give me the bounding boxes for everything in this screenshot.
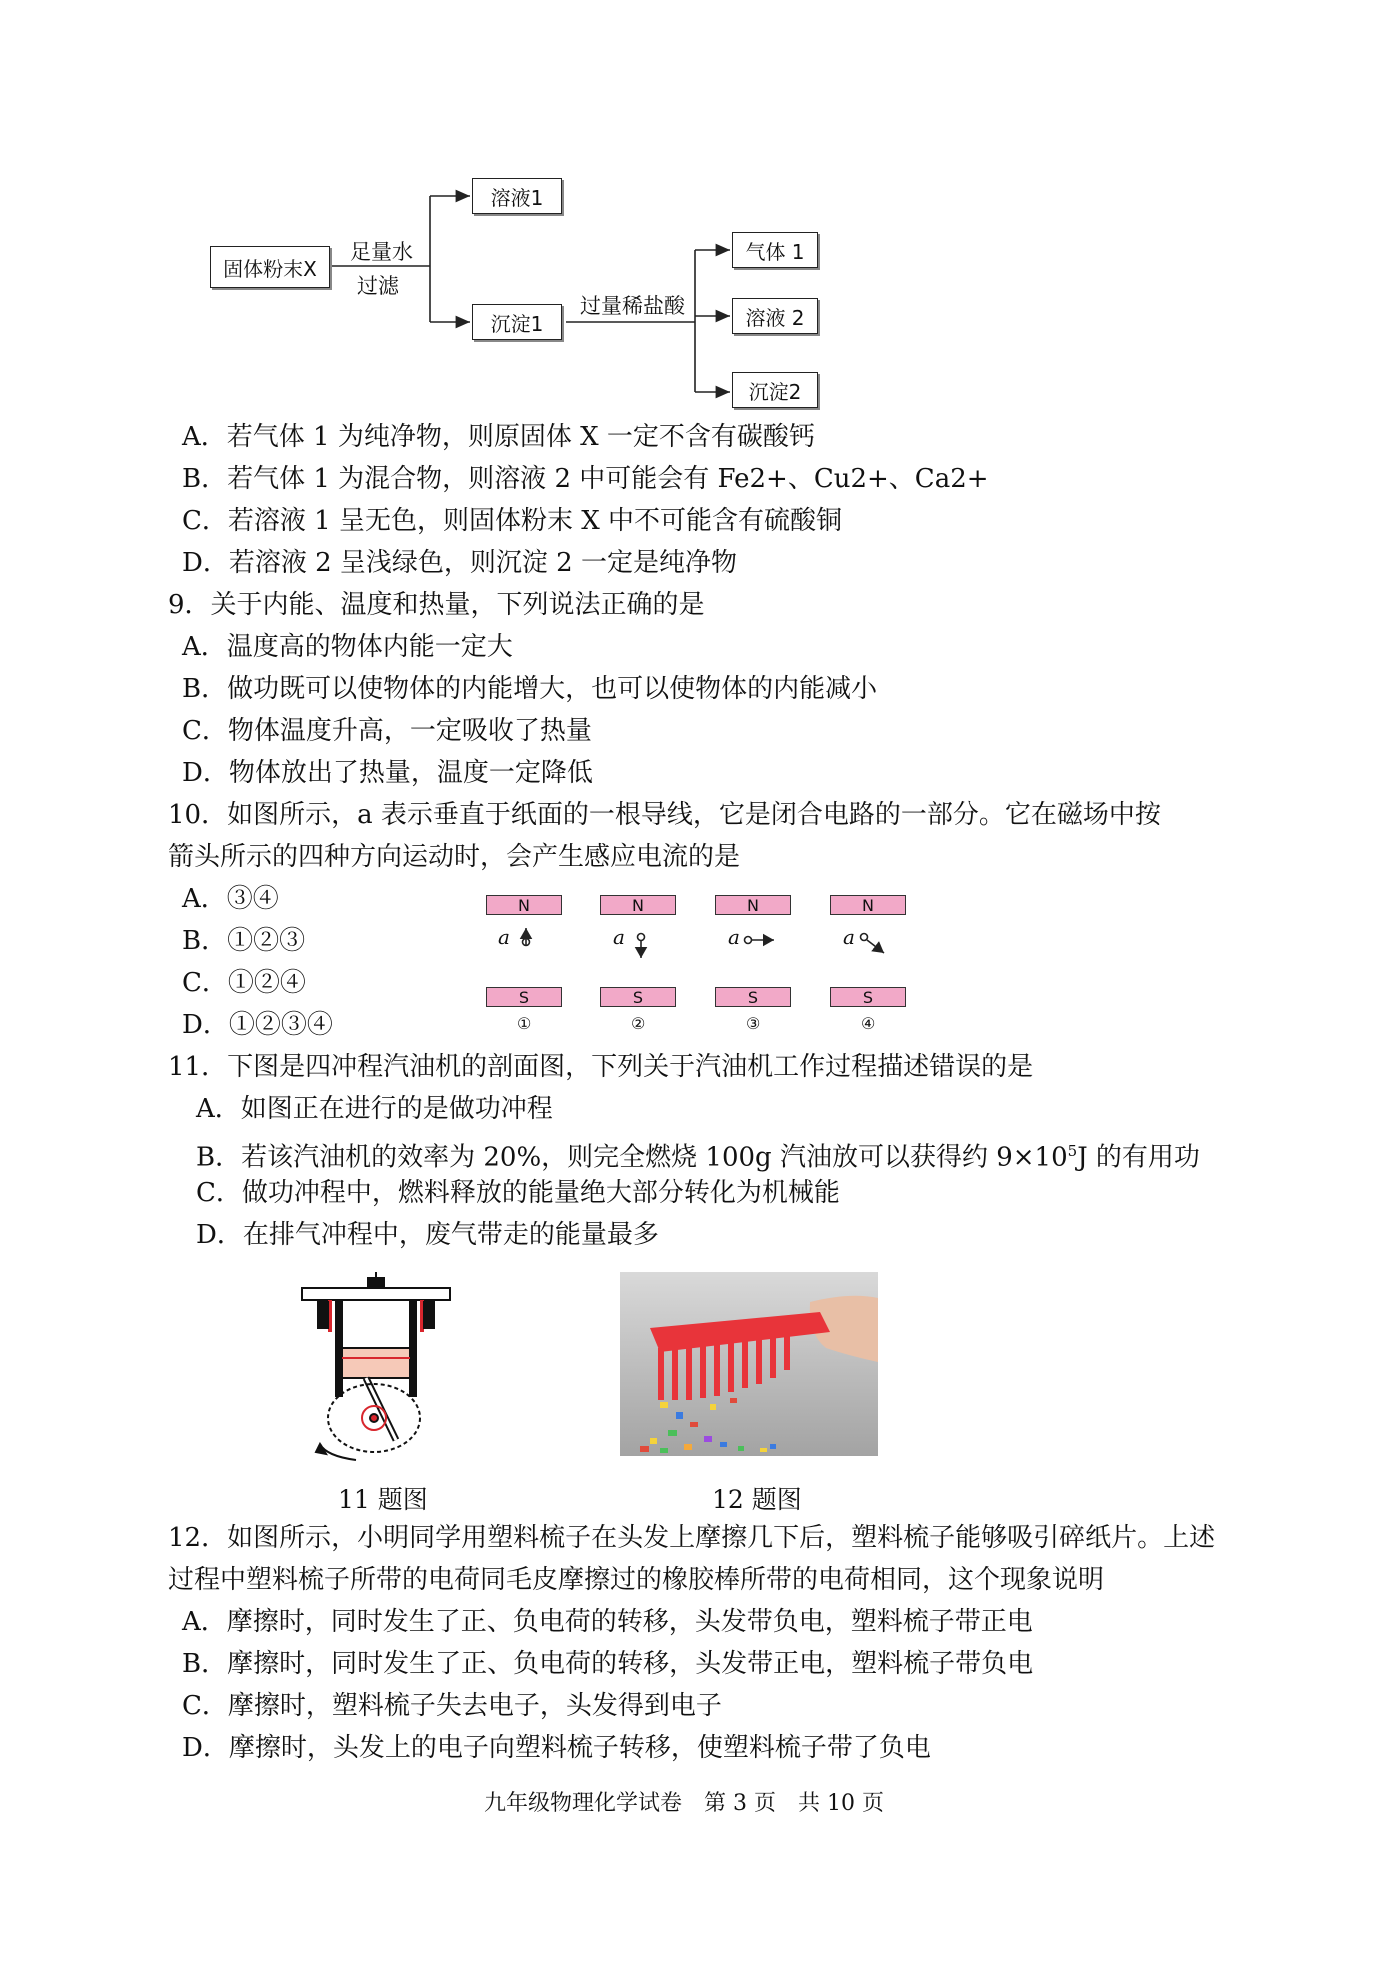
magnet-north-4: N — [830, 895, 906, 915]
magnet-north-3: N — [715, 895, 791, 915]
flow-solution1-box: 溶液1 — [472, 178, 562, 214]
q11-option-b-text: B．若该汽油机的效率为 20%，则完全燃烧 100g 汽油放可以获得约 9×10 — [196, 1142, 1068, 1173]
magnet-south-3: S — [715, 987, 791, 1007]
magnet-south-1: S — [486, 987, 562, 1007]
wire-dot-2 — [638, 934, 645, 941]
magnet-south-2: S — [600, 987, 676, 1007]
q10-option-c: C．①②④ — [182, 968, 306, 998]
wire-label-4: a — [843, 925, 855, 949]
q10-stem-line2: 箭头所示的四种方向运动时，会产生感应电流的是 — [168, 842, 741, 872]
q12-option-c: C．摩擦时，塑料梳子失去电子，头发得到电子 — [182, 1691, 722, 1721]
flow-solution2-box: 溶液 2 — [732, 298, 818, 334]
q12-stem-line2: 过程中塑料梳子所带的电荷同毛皮摩擦过的橡胶棒所带的电荷相同，这个现象说明 — [168, 1565, 1105, 1595]
q11-option-b-unit: J 的有用功 — [1077, 1142, 1200, 1173]
flow-precipitate1-box: 沉淀1 — [472, 304, 562, 340]
q9-stem: 9．关于内能、温度和热量，下列说法正确的是 — [168, 590, 705, 620]
case-label-1: ① — [517, 1014, 532, 1033]
q10-option-a: A．③④ — [182, 884, 279, 914]
q9-option-b: B．做功既可以使物体的内能增大，也可以使物体的内能减小 — [182, 674, 878, 704]
q9-option-d: D．物体放出了热量，温度一定降低 — [182, 758, 593, 788]
wire-label-1: a — [498, 925, 510, 949]
q12-stem-line1: 12．如图所示，小明同学用塑料梳子在头发上摩擦几下后，塑料梳子能够吸引碎纸片。上述 — [168, 1523, 1216, 1553]
case-label-4: ④ — [861, 1014, 876, 1033]
q10-option-b: B．①②③ — [182, 926, 306, 956]
q9-option-c: C．物体温度升高，一定吸收了热量 — [182, 716, 592, 746]
magnet-north-2: N — [600, 895, 676, 915]
flow-label-filter: 过滤 — [357, 274, 399, 298]
q10-stem-line1: 10．如图所示，a 表示垂直于纸面的一根导线，它是闭合电路的一部分。它在磁场中按 — [168, 800, 1161, 830]
magnet-north-1: N — [486, 895, 562, 915]
flow-label-hcl: 过量稀盐酸 — [580, 294, 685, 318]
q12-option-b: B．摩擦时，同时发生了正、负电荷的转移，头发带正电，塑料梳子带负电 — [182, 1649, 1034, 1679]
q8-option-d: D．若溶液 2 呈浅绿色，则沉淀 2 一定是纯净物 — [182, 548, 737, 578]
q10-option-d: D．①②③④ — [182, 1010, 333, 1040]
case-label-3: ③ — [746, 1014, 761, 1033]
flow-start-box: 固体粉末X — [210, 246, 330, 288]
wire-label-3: a — [728, 925, 740, 949]
q11-option-b — [196, 1135, 1200, 1174]
q8-option-b: B．若气体 1 为混合物，则溶液 2 中可能会有 Fe2+、Cu2+、Ca2+ — [182, 464, 989, 494]
flow-precipitate2-box: 沉淀2 — [732, 372, 818, 408]
comb-photo — [620, 1272, 878, 1456]
q12-option-a: A．摩擦时，同时发生了正、负电荷的转移，头发带负电，塑料梳子带正电 — [182, 1607, 1033, 1637]
wire-label-2: a — [613, 925, 625, 949]
engine-cross-section — [296, 1268, 456, 1468]
wire-dot-4 — [861, 934, 868, 941]
q12-option-d: D．摩擦时，头发上的电子向塑料梳子转移，使塑料梳子带了负电 — [182, 1733, 931, 1763]
wire-dot-3 — [745, 937, 752, 944]
arrow-diagonal — [867, 940, 884, 953]
q8-option-c: C．若溶液 1 呈无色，则固体粉末 X 中不可能含有硫酸铜 — [182, 506, 843, 536]
q11-option-d: D．在排气冲程中，废气带走的能量最多 — [196, 1220, 659, 1250]
flow-gas1-box: 气体 1 — [732, 232, 818, 268]
q11-option-b-exponent: 5 — [1067, 1142, 1078, 1160]
q11-option-a: A．如图正在进行的是做功冲程 — [196, 1094, 553, 1124]
q11-stem: 11．下图是四冲程汽油机的剖面图，下列关于汽油机工作过程描述错误的是 — [168, 1052, 1034, 1082]
page-footer: 九年级物理化学试卷 第 3 页 共 10 页 — [484, 1791, 884, 1816]
q9-option-a: A．温度高的物体内能一定大 — [182, 632, 513, 662]
magnet-south-4: S — [830, 987, 906, 1007]
q8-option-a: A．若气体 1 为纯净物，则原固体 X 一定不含有碳酸钙 — [182, 422, 815, 452]
case-label-2: ② — [631, 1014, 646, 1033]
flow-label-water: 足量水 — [350, 240, 413, 264]
figure-caption-12: 12 题图 — [712, 1485, 802, 1514]
q11-option-c: C．做功冲程中，燃料释放的能量绝大部分转化为机械能 — [196, 1178, 840, 1208]
figure-caption-11: 11 题图 — [338, 1485, 428, 1514]
